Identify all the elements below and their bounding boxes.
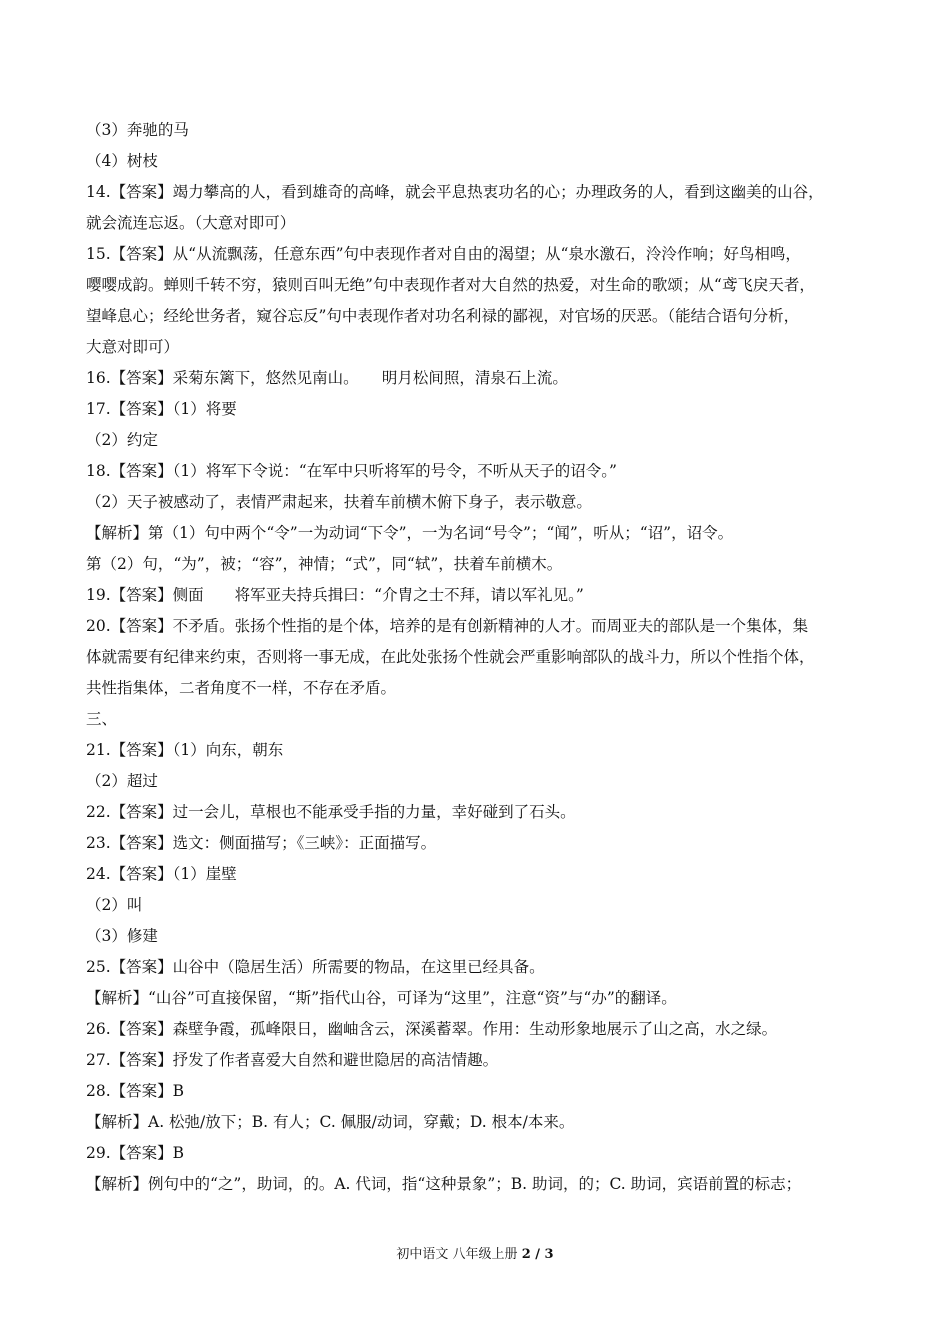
text-line: （2）超过 xyxy=(86,772,158,790)
text-line: （4）树枝 xyxy=(86,152,158,170)
text-line: 26.【答案】森壁争霞，孤峰限日，幽岫含云，深溪蓄翠。作用：生动形象地展示了山之高，水之绿。 xyxy=(86,1020,778,1038)
text-line: 29.【答案】B xyxy=(86,1144,185,1162)
text-line: 共性指集体，二者角度不一样，不存在矛盾。 xyxy=(86,679,397,697)
text-line: 17.【答案】（1）将要 xyxy=(86,400,237,418)
text-line: 三、 xyxy=(86,710,118,728)
text-line: （3）奔驰的马 xyxy=(86,121,189,139)
text-line: 【解析】例句中的“之”，助词，的。A. 代词，指“这种景象”；B. 助词，的；C. 助词，宾语前置的标志； xyxy=(86,1175,802,1193)
text-line: 望峰息心；经纶世务者，窥谷忘反”句中表现作者对功名利禄的鄙视，对官场的厌恶。（能结合语句分析， xyxy=(86,307,800,325)
text-line: 15.【答案】从“从流飘荡，任意东西”句中表现作者对自由的渴望；从“泉水激石，泠泠作响；好鸟相鸣， xyxy=(86,245,801,263)
text-line: 20.【答案】不矛盾。张扬个性指的是个体，培养的是有创新精神的人才。而周亚夫的部队是一个集体，集 xyxy=(86,617,809,635)
text-line: （2）叫 xyxy=(86,896,143,914)
text-line: 就会流连忘返。（大意对即可） xyxy=(86,214,296,232)
text-line: 18.【答案】（1）将军下令说：“在军中只听将军的号令，不听从天子的诏令。” xyxy=(86,462,617,480)
footer-title: 初中语文 八年级上册 xyxy=(396,1247,522,1262)
text-line: 【解析】“山谷”可直接保留，“斯”指代山谷，可译为“这里”，注意“资”与“办”的翻译。 xyxy=(86,989,677,1007)
text-line: 14.【答案】竭力攀高的人，看到雄奇的高峰，就会平息热衷功名的心；办理政务的人，看到这幽美的山谷， xyxy=(86,183,824,201)
text-line: 第（2）句，“为”，被；“容”，神情；“式”，同“轼”，扶着车前横木。 xyxy=(86,555,563,573)
text-line: 【解析】第（1）句中两个“令”一为动词“下令”，一为名词“号令”；“闻”，听从；“诏”，诏令。 xyxy=(86,524,734,542)
text-line: 24.【答案】（1）崖壁 xyxy=(86,865,237,883)
text-line: 嘤嘤成韵。蝉则千转不穷，猿则百叫无绝”句中表现作者对大自然的热爱，对生命的歌颂；从“鸢飞戾天者， xyxy=(86,276,815,294)
answer-content xyxy=(86,115,866,1200)
text-line: 22.【答案】过一会儿，草根也不能承受手指的力量，幸好碰到了石头。 xyxy=(86,803,576,821)
text-line: （2）约定 xyxy=(86,431,158,449)
text-line: 大意对即可） xyxy=(86,338,180,356)
page-number: 2 / 3 xyxy=(521,1247,554,1262)
text-line: 16.【答案】采菊东篱下，悠然见南山。 明月松间照，清泉石上流。 xyxy=(86,369,568,387)
text-line: 23.【答案】选文：侧面描写；《三峡》：正面描写。 xyxy=(86,834,437,852)
page-footer xyxy=(0,1245,950,1265)
text-line: （3）修建 xyxy=(86,927,158,945)
text-line: 27.【答案】抒发了作者喜爱大自然和避世隐居的高洁情趣。 xyxy=(86,1051,499,1069)
text-line: 28.【答案】B xyxy=(86,1082,185,1100)
text-line: 体就需要有纪律来约束，否则将一事无成，在此处张扬个性就会严重影响部队的战斗力，所以个性指个体， xyxy=(86,648,815,666)
text-line: 25.【答案】山谷中（隐居生活）所需要的物品，在这里已经具备。 xyxy=(86,958,545,976)
text-line: 19.【答案】侧面 将军亚夫持兵揖曰：“介胄之士不拜，请以军礼见。” xyxy=(86,586,584,604)
text-line: 21.【答案】（1）向东，朝东 xyxy=(86,741,284,759)
text-line: （2）天子被感动了，表情严肃起来，扶着车前横木俯下身子，表示敬意。 xyxy=(86,493,592,511)
text-line: 【解析】A. 松弛/放下；B. 有人；C. 佩服/动词，穿戴；D. 根本/本来。 xyxy=(86,1113,575,1131)
